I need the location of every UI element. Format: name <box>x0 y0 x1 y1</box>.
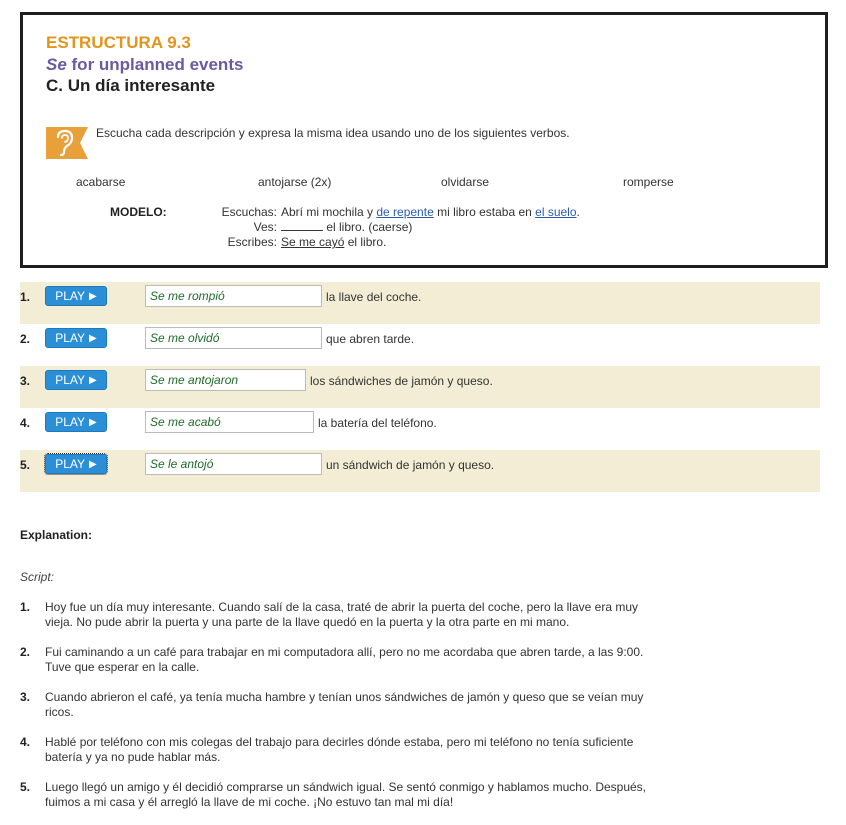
ves-text: el libro. (caerse) <box>323 220 413 234</box>
play-button[interactable] <box>45 328 107 348</box>
script-line: vieja. No pude abrir la puerta y una parte de la llave quedó en la puerta y la otra parte en mi mano. <box>45 615 570 629</box>
exercise-row <box>20 366 820 408</box>
play-button[interactable] <box>45 412 107 432</box>
script-line: ricos. <box>45 705 74 719</box>
script-line: Hablé por teléfono con mis colegas del trabajo para decirles dónde estaba, pero mi teléfono no tenía suficiente <box>45 735 634 749</box>
script-number: 5. <box>20 780 31 794</box>
verb-item: acabarse <box>76 175 126 189</box>
sentence-rest: que abren tarde. <box>326 332 415 346</box>
answer-input[interactable]: Se me olvidó <box>145 327 322 349</box>
verb-item: romperse <box>623 175 674 189</box>
escribes-label: Escribes: <box>227 235 277 249</box>
blank-line <box>281 220 323 231</box>
escuchas-text-2: mi libro estaba en <box>433 205 536 219</box>
sentence-rest: los sándwiches de jamón y queso. <box>310 374 493 388</box>
exercise-row <box>20 282 820 324</box>
exercise-row <box>20 450 820 492</box>
link-de-repente[interactable]: de repente <box>376 205 434 219</box>
item-number: 2. <box>20 332 31 346</box>
subtitle-se: Se <box>46 55 67 74</box>
exercise-row <box>20 324 820 366</box>
play-label: PLAY <box>55 415 86 429</box>
answer-input[interactable]: Se me antojaron <box>145 369 306 391</box>
exercise-row <box>20 408 820 450</box>
exercise-items <box>20 282 820 492</box>
section-kicker: ESTRUCTURA 9.3 <box>46 33 191 52</box>
sentence-rest: la batería del teléfono. <box>318 416 437 430</box>
section-subtitle <box>46 55 243 75</box>
play-label: PLAY <box>55 457 86 471</box>
activity-title: C. Un día interesante <box>46 76 216 95</box>
script-line: Cuando abrieron el café, ya tenía mucha hambre y tenían unos sándwiches de jamón y queso que se veían muy <box>45 690 644 704</box>
script-line: fuimos a mi casa y él arregló la llave de mi coche. ¡No estuvo tan mal mi día! <box>45 795 454 809</box>
explanation-heading: Explanation: <box>20 528 93 542</box>
escribes-answer: Se me cayó <box>281 235 345 249</box>
script-line: Fui caminando a un café para trabajar en mi computadora allí, pero no me acordaba que abren tarde, a las 9:00. <box>45 645 644 659</box>
escuchas-text-3: . <box>576 205 580 219</box>
script-line: Tuve que esperar en la calle. <box>45 660 200 674</box>
instruction-text: Escucha cada descripción y expresa la misma idea usando uno de los siguientes verbos. <box>96 126 570 140</box>
play-triangle-icon: ▶ <box>89 374 97 386</box>
item-number: 3. <box>20 374 31 388</box>
sentence-rest: la llave del coche. <box>326 290 422 304</box>
play-button[interactable] <box>45 286 107 306</box>
modelo-label: MODELO: <box>110 205 167 219</box>
subtitle-rest: for unplanned events <box>66 55 244 74</box>
play-button[interactable] <box>45 370 107 390</box>
escribes-text: el libro. <box>344 235 387 249</box>
answer-input[interactable]: Se me acabó <box>145 411 314 433</box>
item-number: 5. <box>20 458 31 472</box>
item-number: 1. <box>20 290 31 304</box>
sentence-rest: un sándwich de jamón y queso. <box>326 458 495 472</box>
answer-input[interactable]: Se le antojó <box>145 453 322 475</box>
script-number: 4. <box>20 735 31 749</box>
play-triangle-icon: ▶ <box>89 290 97 302</box>
script-number: 3. <box>20 690 31 704</box>
play-label: PLAY <box>55 289 86 303</box>
script-line: batería y ya no pude hablar más. <box>45 750 221 764</box>
activity-header-box <box>20 12 828 268</box>
ear-icon <box>44 125 90 161</box>
verb-item: olvidarse <box>441 175 490 189</box>
script-line: Luego llegó un amigo y él decidió comprarse un sándwich igual. Se sentó conmigo y hablamos mucho. Después, <box>45 780 647 794</box>
escuchas-text-1: Abrí mi mochila y <box>281 205 377 219</box>
answer-input[interactable]: Se me rompió <box>145 285 322 307</box>
escuchas-label: Escuchas: <box>221 205 277 219</box>
play-label: PLAY <box>55 331 86 345</box>
script-label: Script: <box>20 570 55 584</box>
item-number: 4. <box>20 416 31 430</box>
script-number: 1. <box>20 600 31 614</box>
play-triangle-icon: ▶ <box>89 458 97 470</box>
play-triangle-icon: ▶ <box>89 416 97 428</box>
verb-item: antojarse (2x) <box>258 175 332 189</box>
play-button[interactable] <box>45 454 107 474</box>
script-number: 2. <box>20 645 31 659</box>
play-label: PLAY <box>55 373 86 387</box>
ves-label: Ves: <box>253 220 277 234</box>
play-triangle-icon: ▶ <box>89 332 97 344</box>
link-el-suelo[interactable]: el suelo <box>535 205 577 219</box>
script-line: Hoy fue un día muy interesante. Cuando salí de la casa, traté de abrir la puerta del coche, pero la llave era muy <box>45 600 639 614</box>
